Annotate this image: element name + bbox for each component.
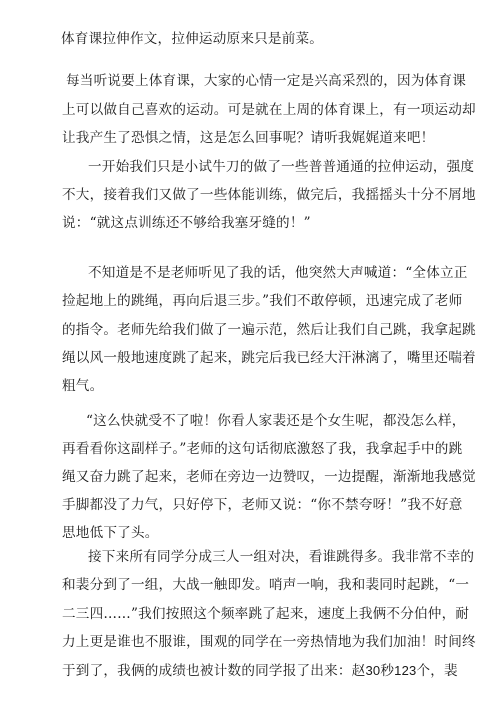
text-line-15: 绳又奋力跳了起来，老师在旁边一边赞叹，一边提醒，渐渐地我感觉 <box>62 469 476 485</box>
text-line-22-number-123: 123 <box>394 663 417 678</box>
text-line-1: 体育课拉伸作文，拉伸运动原来只是前菜。 <box>61 31 324 47</box>
text-line-13: “这么快就受不了啦！你看人家裴还是个女生呢，都没怎么样， <box>86 413 466 429</box>
text-line-22 <box>62 662 458 680</box>
text-line-4: 让我产生了恐惧之情，这是怎么回事呢？请听我娓娓道来吧！ <box>62 130 435 146</box>
text-line-14: 再看看你这副样子。”老师的这句话彻底激怒了我，我拿起手中的跳 <box>62 441 463 457</box>
text-line-3: 上可以做自己喜欢的运动。可是就在上周的体育课上，有一项运动却 <box>62 102 476 118</box>
text-line-18: 接下来所有同学分成三人一组对决，看谁跳得多。我非常不幸的 <box>88 549 475 565</box>
text-line-17: 思地低下了头。 <box>62 525 159 541</box>
text-line-20: 二三四……”我们按照这个频率跳了起来，速度上我俩不分伯仲，耐 <box>62 606 470 622</box>
text-line-22-part-c: 个，裴 <box>416 663 458 679</box>
text-line-22-part-a: 于到了，我俩的成绩也被计数的同学报了出来：赵 <box>62 663 366 679</box>
text-line-2: 每当听说要上体育课，大家的心情一定是兴高采烈的，因为体育课 <box>66 73 467 89</box>
text-line-9: 捡起地上的跳绳，再向后退三步。”我们不敢停顿，迅速完成了老师 <box>62 293 463 309</box>
text-line-22-number-30: 30 <box>365 663 381 678</box>
text-line-6: 不大，接着我们又做了一些体能训练，做完后，我摇摇头十分不屑地 <box>62 187 476 203</box>
text-line-10: 的指令。老师先给我们做了一遍示范，然后让我们自己跳，我拿起跳 <box>62 322 476 338</box>
text-line-7: 说：“就这点训练还不够给我塞牙缝的！” <box>62 215 311 231</box>
text-line-11: 绳以风一般地速度跳了起来，跳完后我已经大汗淋漓了，嘴里还喘着 <box>62 350 476 366</box>
text-line-21: 力上更是谁也不服谁，围观的同学在一旁热情地为我们加油！时间终 <box>62 634 476 650</box>
text-line-8: 不知道是不是老师听见了我的话，他突然大声喊道：“全体立正 <box>88 265 468 281</box>
text-line-12: 粗气。 <box>62 378 104 394</box>
text-line-19: 和裴分到了一组，大战一触即发。哨声一响，我和裴同时起跳，“一 <box>62 577 470 593</box>
text-line-16: 手脚都没了力气，只好停下，老师又说：“你不禁夸呀！”我不好意 <box>62 497 463 513</box>
text-line-22-part-b: 秒 <box>380 663 395 679</box>
text-line-5: 一开始我们只是小试牛刀的做了一些普普通通的拉伸运动，强度 <box>88 159 475 175</box>
